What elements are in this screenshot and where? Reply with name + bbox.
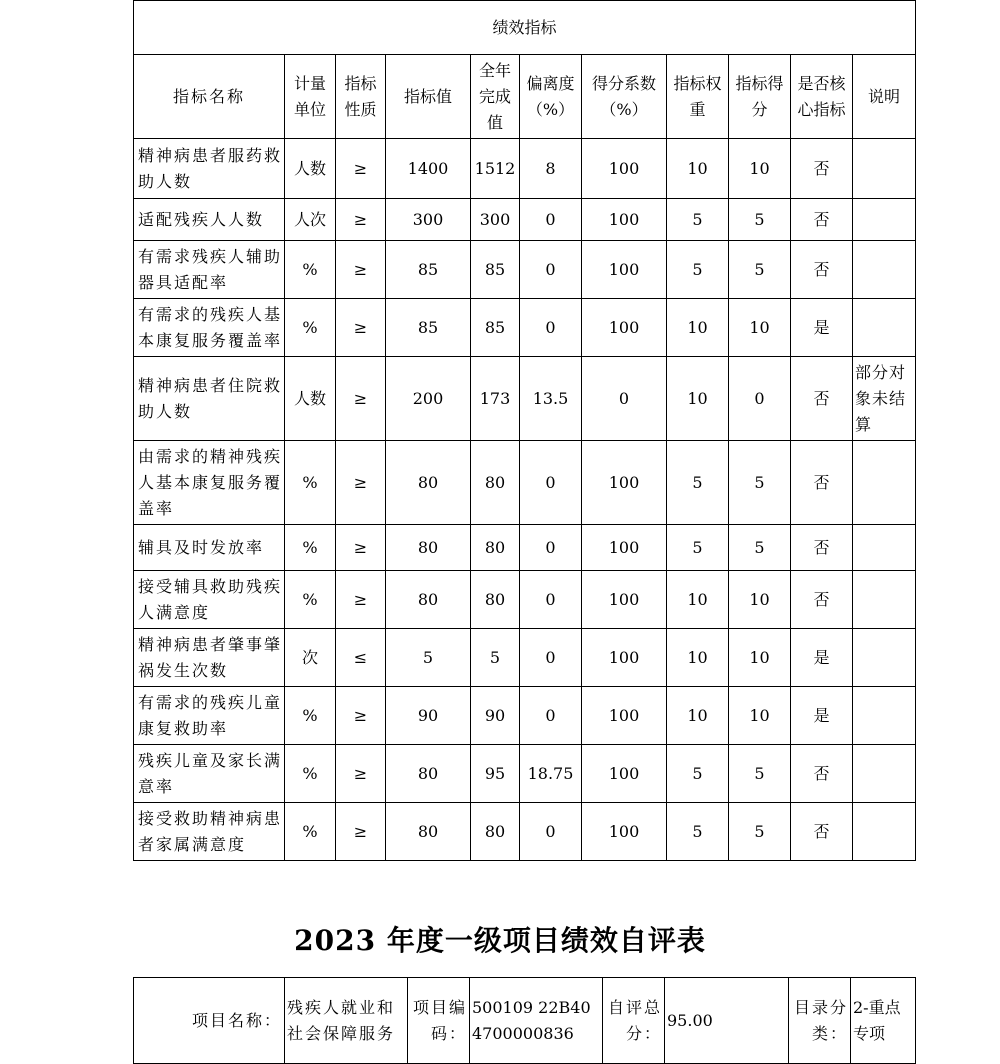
- header-remark: 说明: [853, 55, 916, 139]
- cell-score: 10: [729, 687, 791, 745]
- cell-is-core: 是: [791, 687, 853, 745]
- header-score-coefficient: 得分系数（%）: [582, 55, 667, 139]
- cell-is-core: 是: [791, 299, 853, 357]
- cell-score-coefficient: 100: [582, 571, 667, 629]
- cell-unit: 人数: [285, 357, 336, 441]
- cell-nature: ≥: [336, 241, 386, 299]
- cell-indicator-name: 精神病患者服药救助人数: [134, 139, 285, 199]
- cell-score-coefficient: 100: [582, 241, 667, 299]
- cell-score-coefficient: 100: [582, 803, 667, 861]
- cell-deviation: 18.75: [520, 745, 582, 803]
- cell-indicator-name: 精神病患者住院救助人数: [134, 357, 285, 441]
- cell-actual-value: 80: [471, 525, 520, 571]
- cell-deviation: 0: [520, 299, 582, 357]
- cell-remark: [853, 571, 916, 629]
- header-deviation: 偏离度（%）: [520, 55, 582, 139]
- cell-unit: %: [285, 441, 336, 525]
- cell-score: 10: [729, 571, 791, 629]
- cell-score-coefficient: 100: [582, 687, 667, 745]
- header-weight: 指标权重: [667, 55, 729, 139]
- table-row: [134, 241, 916, 299]
- cell-score: 5: [729, 441, 791, 525]
- cell-indicator-name: 残疾儿童及家长满意率: [134, 745, 285, 803]
- table-row: [134, 629, 916, 687]
- cell-nature: ≥: [336, 299, 386, 357]
- cell-deviation: 0: [520, 241, 582, 299]
- table-row: [134, 687, 916, 745]
- table-row: [134, 525, 916, 571]
- cell-indicator-name: 辅具及时发放率: [134, 525, 285, 571]
- cell-score-coefficient: 100: [582, 525, 667, 571]
- cell-indicator-name: 适配残疾人人数: [134, 199, 285, 241]
- cell-target-value: 80: [386, 803, 471, 861]
- cell-deviation: 8: [520, 139, 582, 199]
- cell-weight: 5: [667, 241, 729, 299]
- performance-indicator-table: [133, 0, 916, 861]
- header-score: 指标得分: [729, 55, 791, 139]
- cell-is-core: 否: [791, 241, 853, 299]
- cell-nature: ≥: [336, 139, 386, 199]
- cell-actual-value: 300: [471, 199, 520, 241]
- cell-remark: [853, 199, 916, 241]
- cell-remark: [853, 745, 916, 803]
- cell-indicator-name: 有需求残疾人辅助器具适配率: [134, 241, 285, 299]
- cell-score: 5: [729, 803, 791, 861]
- page-title: 2023 年度一级项目绩效自评表: [294, 924, 706, 957]
- cell-indicator-name: 由需求的精神残疾人基本康复服务覆盖率: [134, 441, 285, 525]
- cell-weight: 5: [667, 441, 729, 525]
- cell-is-core: 否: [791, 357, 853, 441]
- cell-nature: ≥: [336, 525, 386, 571]
- cell-unit: 次: [285, 629, 336, 687]
- cell-indicator-name: 接受救助精神病患者家属满意度: [134, 803, 285, 861]
- cell-deviation: 0: [520, 803, 582, 861]
- cell-deviation: 0: [520, 629, 582, 687]
- cell-remark: [853, 241, 916, 299]
- cell-score-coefficient: 100: [582, 199, 667, 241]
- cell-deviation: 0: [520, 199, 582, 241]
- cell-remark: [853, 441, 916, 525]
- cell-remark: [853, 803, 916, 861]
- project-info-table: [133, 977, 916, 1064]
- cell-weight: 10: [667, 299, 729, 357]
- cell-remark: [853, 299, 916, 357]
- cell-score: 5: [729, 745, 791, 803]
- cell-remark: [853, 629, 916, 687]
- cell-nature: ≤: [336, 629, 386, 687]
- table-header-row: [134, 55, 916, 139]
- category-value: 2-重点专项: [851, 978, 916, 1064]
- cell-actual-value: 173: [471, 357, 520, 441]
- cell-deviation: 0: [520, 687, 582, 745]
- cell-score-coefficient: 100: [582, 299, 667, 357]
- cell-actual-value: 5: [471, 629, 520, 687]
- cell-unit: %: [285, 525, 336, 571]
- header-indicator-name: 指标名称: [134, 55, 285, 139]
- cell-is-core: 否: [791, 571, 853, 629]
- cell-is-core: 否: [791, 745, 853, 803]
- table-row: [134, 441, 916, 525]
- header-unit: 计量单位: [285, 55, 336, 139]
- cell-nature: ≥: [336, 687, 386, 745]
- cell-deviation: 0: [520, 525, 582, 571]
- cell-score-coefficient: 100: [582, 745, 667, 803]
- cell-score-coefficient: 100: [582, 441, 667, 525]
- cell-nature: ≥: [336, 357, 386, 441]
- header-target-value: 指标值: [386, 55, 471, 139]
- cell-deviation: 0: [520, 441, 582, 525]
- cell-target-value: 5: [386, 629, 471, 687]
- cell-is-core: 否: [791, 139, 853, 199]
- cell-target-value: 80: [386, 745, 471, 803]
- cell-unit: 人数: [285, 139, 336, 199]
- project-name-value: 残疾人就业和社会保障服务: [285, 978, 408, 1064]
- cell-score: 10: [729, 139, 791, 199]
- table-row: [134, 139, 916, 199]
- self-score-value: 95.00: [665, 978, 789, 1064]
- table-row: [134, 571, 916, 629]
- cell-weight: 5: [667, 525, 729, 571]
- cell-target-value: 80: [386, 571, 471, 629]
- cell-weight: 10: [667, 571, 729, 629]
- cell-deviation: 0: [520, 571, 582, 629]
- cell-target-value: 1400: [386, 139, 471, 199]
- cell-unit: %: [285, 571, 336, 629]
- cell-nature: ≥: [336, 199, 386, 241]
- cell-weight: 5: [667, 745, 729, 803]
- cell-actual-value: 80: [471, 571, 520, 629]
- cell-indicator-name: 有需求的残疾儿童康复救助率: [134, 687, 285, 745]
- project-name-label: 项目名称：: [134, 978, 285, 1064]
- cell-is-core: 否: [791, 803, 853, 861]
- cell-actual-value: 80: [471, 441, 520, 525]
- cell-actual-value: 90: [471, 687, 520, 745]
- header-actual-value: 全年完成值: [471, 55, 520, 139]
- cell-unit: %: [285, 803, 336, 861]
- table-row: [134, 745, 916, 803]
- cell-score: 10: [729, 629, 791, 687]
- cell-weight: 10: [667, 139, 729, 199]
- cell-unit: %: [285, 687, 336, 745]
- cell-actual-value: 95: [471, 745, 520, 803]
- cell-unit: 人次: [285, 199, 336, 241]
- cell-remark: [853, 139, 916, 199]
- cell-is-core: 是: [791, 629, 853, 687]
- cell-score: 5: [729, 525, 791, 571]
- cell-score-coefficient: 0: [582, 357, 667, 441]
- cell-weight: 10: [667, 357, 729, 441]
- category-label: 目录分类：: [789, 978, 851, 1064]
- cell-actual-value: 85: [471, 299, 520, 357]
- cell-target-value: 200: [386, 357, 471, 441]
- cell-deviation: 13.5: [520, 357, 582, 441]
- cell-unit: %: [285, 241, 336, 299]
- cell-remark: [853, 525, 916, 571]
- self-score-label: 自评总分：: [603, 978, 665, 1064]
- table-row: [134, 803, 916, 861]
- cell-actual-value: 1512: [471, 139, 520, 199]
- cell-indicator-name: 有需求的残疾人基本康复服务覆盖率: [134, 299, 285, 357]
- cell-score: 5: [729, 241, 791, 299]
- cell-weight: 10: [667, 629, 729, 687]
- cell-indicator-name: 精神病患者肇事肇祸发生次数: [134, 629, 285, 687]
- project-code-label: 项目编码：: [408, 978, 470, 1064]
- cell-score-coefficient: 100: [582, 139, 667, 199]
- cell-is-core: 否: [791, 199, 853, 241]
- header-is-core: 是否核心指标: [791, 55, 853, 139]
- header-nature: 指标性质: [336, 55, 386, 139]
- cell-remark: 部分对象未结算: [853, 357, 916, 441]
- cell-actual-value: 85: [471, 241, 520, 299]
- cell-score: 10: [729, 299, 791, 357]
- cell-weight: 10: [667, 687, 729, 745]
- table-row: [134, 357, 916, 441]
- cell-indicator-name: 接受辅具救助残疾人满意度: [134, 571, 285, 629]
- cell-target-value: 300: [386, 199, 471, 241]
- cell-unit: %: [285, 299, 336, 357]
- cell-nature: ≥: [336, 803, 386, 861]
- cell-is-core: 否: [791, 525, 853, 571]
- cell-unit: %: [285, 745, 336, 803]
- cell-score-coefficient: 100: [582, 629, 667, 687]
- cell-target-value: 80: [386, 441, 471, 525]
- cell-nature: ≥: [336, 571, 386, 629]
- cell-nature: ≥: [336, 745, 386, 803]
- cell-nature: ≥: [336, 441, 386, 525]
- table-row: [134, 299, 916, 357]
- section-header: 绩效指标: [134, 1, 916, 55]
- cell-target-value: 85: [386, 241, 471, 299]
- cell-is-core: 否: [791, 441, 853, 525]
- cell-target-value: 90: [386, 687, 471, 745]
- cell-weight: 5: [667, 199, 729, 241]
- cell-actual-value: 80: [471, 803, 520, 861]
- table-row: [134, 199, 916, 241]
- project-code-value: 500109 22B404700000836: [470, 978, 603, 1064]
- cell-target-value: 80: [386, 525, 471, 571]
- cell-weight: 5: [667, 803, 729, 861]
- cell-remark: [853, 687, 916, 745]
- cell-target-value: 85: [386, 299, 471, 357]
- cell-score: 0: [729, 357, 791, 441]
- cell-score: 5: [729, 199, 791, 241]
